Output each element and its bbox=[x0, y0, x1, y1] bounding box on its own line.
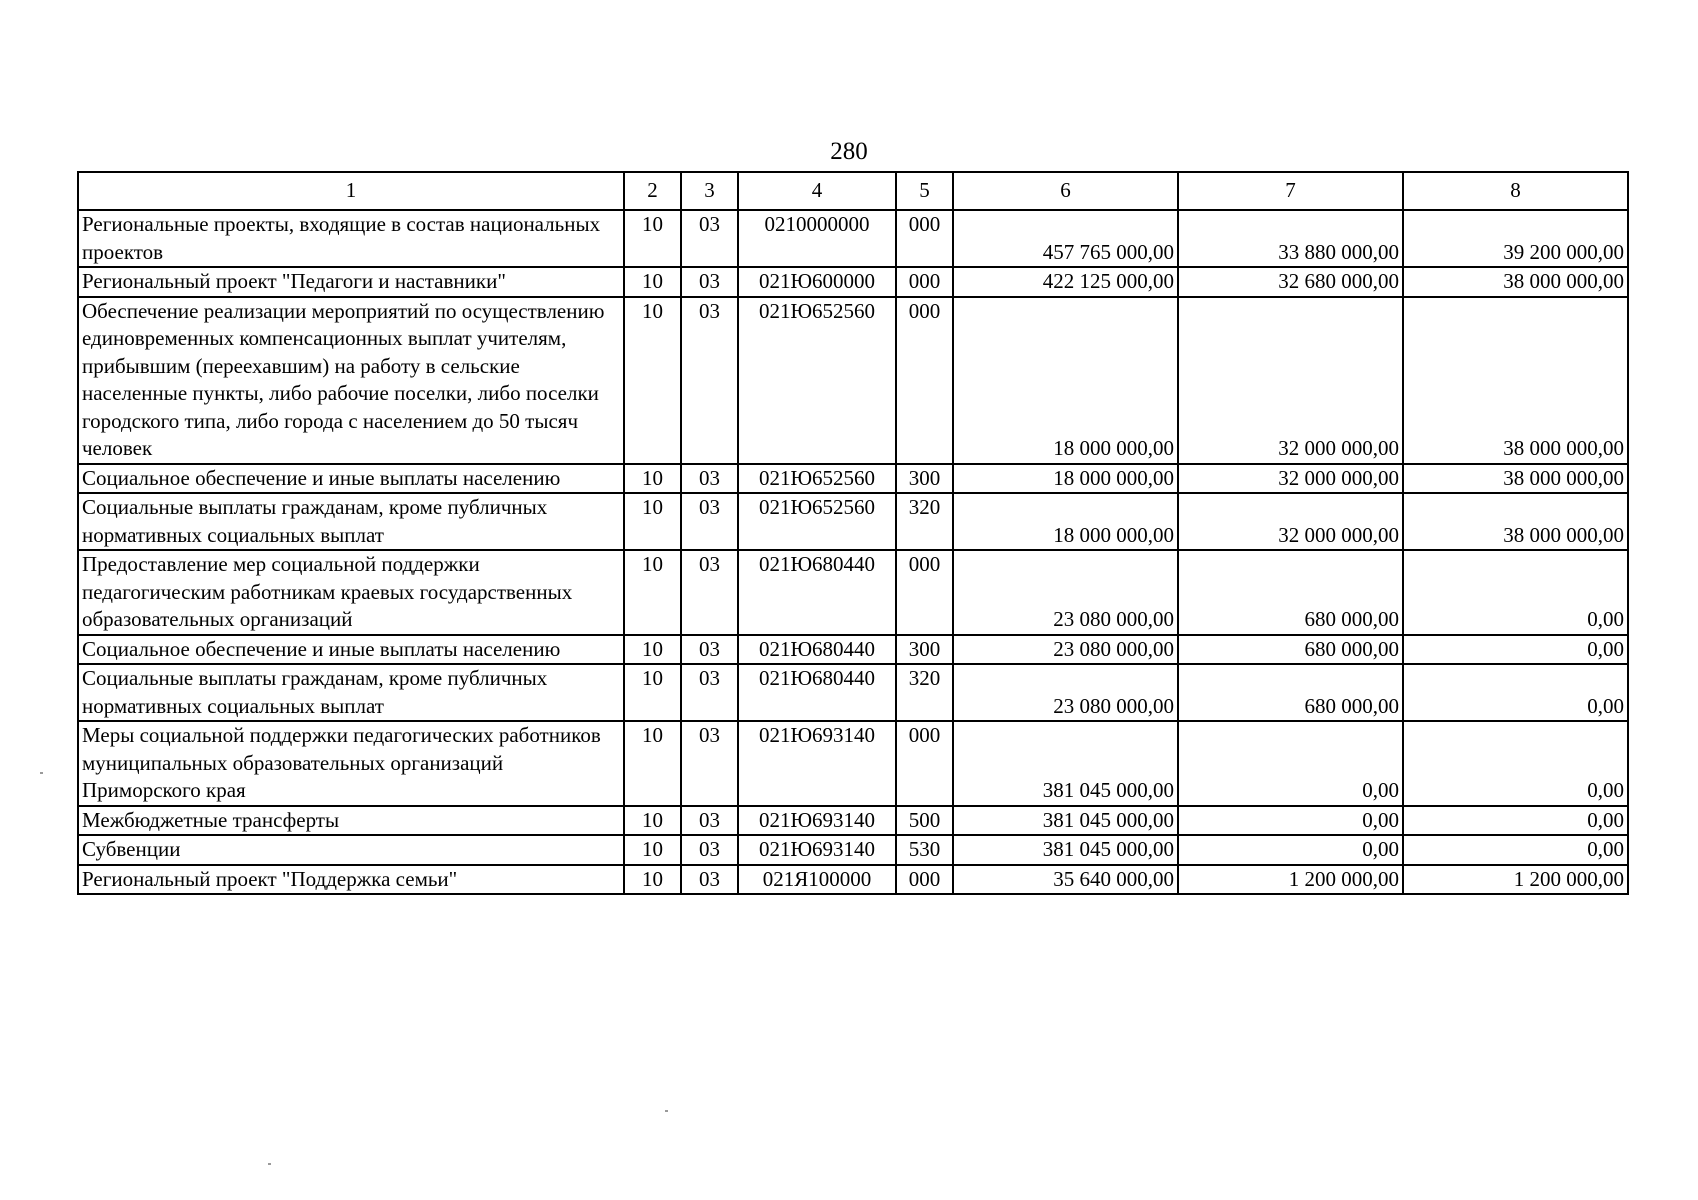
target-article-cell: 021Ю693140 bbox=[738, 835, 896, 865]
amount-cell: 38 000 000,00 bbox=[1403, 297, 1628, 464]
table-row bbox=[78, 550, 1628, 635]
amount-cell: 0,00 bbox=[1178, 835, 1403, 865]
target-article-cell: 021Ю652560 bbox=[738, 297, 896, 464]
subsection-code-cell: 03 bbox=[681, 806, 738, 836]
column-header: 7 bbox=[1178, 172, 1403, 210]
scan-speck bbox=[665, 1110, 668, 1112]
amount-cell: 0,00 bbox=[1178, 806, 1403, 836]
section-code-cell: 10 bbox=[624, 835, 681, 865]
table-row bbox=[78, 635, 1628, 665]
subsection-code-cell: 03 bbox=[681, 865, 738, 895]
amount-cell: 18 000 000,00 bbox=[953, 297, 1178, 464]
expense-type-cell: 530 bbox=[896, 835, 953, 865]
table-row bbox=[78, 806, 1628, 836]
amount-cell: 457 765 000,00 bbox=[953, 210, 1178, 267]
row-name-cell: Предоставление мер социальной поддержки педагогическим работникам краевых государственных образовательных организаций bbox=[78, 550, 624, 635]
section-code-cell: 10 bbox=[624, 267, 681, 297]
page-number: 280 bbox=[830, 138, 868, 165]
amount-cell: 39 200 000,00 bbox=[1403, 210, 1628, 267]
row-name-cell: Региональный проект "Педагоги и наставники" bbox=[78, 267, 624, 297]
amount-cell: 38 000 000,00 bbox=[1403, 267, 1628, 297]
amount-cell: 0,00 bbox=[1178, 721, 1403, 806]
target-article-cell: 021Ю693140 bbox=[738, 806, 896, 836]
amount-cell: 18 000 000,00 bbox=[953, 493, 1178, 550]
amount-cell: 33 880 000,00 bbox=[1178, 210, 1403, 267]
target-article-cell: 021Ю652560 bbox=[738, 464, 896, 494]
section-code-cell: 10 bbox=[624, 806, 681, 836]
section-code-cell: 10 bbox=[624, 664, 681, 721]
section-code-cell: 10 bbox=[624, 210, 681, 267]
table-row bbox=[78, 835, 1628, 865]
column-header: 6 bbox=[953, 172, 1178, 210]
row-name-cell: Региональный проект "Поддержка семьи" bbox=[78, 865, 624, 895]
column-header: 3 bbox=[681, 172, 738, 210]
expense-type-cell: 000 bbox=[896, 865, 953, 895]
amount-cell: 23 080 000,00 bbox=[953, 635, 1178, 665]
amount-cell: 38 000 000,00 bbox=[1403, 493, 1628, 550]
amount-cell: 680 000,00 bbox=[1178, 550, 1403, 635]
target-article-cell: 021Ю652560 bbox=[738, 493, 896, 550]
target-article-cell: 021Я100000 bbox=[738, 865, 896, 895]
table-row bbox=[78, 493, 1628, 550]
amount-cell: 23 080 000,00 bbox=[953, 664, 1178, 721]
row-name-cell: Социальное обеспечение и иные выплаты населению bbox=[78, 464, 624, 494]
amount-cell: 1 200 000,00 bbox=[1178, 865, 1403, 895]
expense-type-cell: 000 bbox=[896, 721, 953, 806]
amount-cell: 32 000 000,00 bbox=[1178, 493, 1403, 550]
table-header-row bbox=[78, 172, 1628, 210]
subsection-code-cell: 03 bbox=[681, 664, 738, 721]
expense-type-cell: 000 bbox=[896, 550, 953, 635]
row-name-cell: Межбюджетные трансферты bbox=[78, 806, 624, 836]
expense-type-cell: 320 bbox=[896, 493, 953, 550]
table-row bbox=[78, 721, 1628, 806]
target-article-cell: 021Ю680440 bbox=[738, 635, 896, 665]
expense-type-cell: 300 bbox=[896, 635, 953, 665]
amount-cell: 32 000 000,00 bbox=[1178, 297, 1403, 464]
amount-cell: 18 000 000,00 bbox=[953, 464, 1178, 494]
amount-cell: 0,00 bbox=[1403, 721, 1628, 806]
row-name-cell: Социальные выплаты гражданам, кроме публичных нормативных социальных выплат bbox=[78, 493, 624, 550]
expense-type-cell: 000 bbox=[896, 297, 953, 464]
column-header: 1 bbox=[78, 172, 624, 210]
amount-cell: 23 080 000,00 bbox=[953, 550, 1178, 635]
table-body bbox=[78, 210, 1628, 894]
target-article-cell: 021Ю693140 bbox=[738, 721, 896, 806]
row-name-cell: Социальное обеспечение и иные выплаты населению bbox=[78, 635, 624, 665]
subsection-code-cell: 03 bbox=[681, 297, 738, 464]
amount-cell: 0,00 bbox=[1403, 835, 1628, 865]
amount-cell: 32 000 000,00 bbox=[1178, 464, 1403, 494]
column-header: 8 bbox=[1403, 172, 1628, 210]
amount-cell: 38 000 000,00 bbox=[1403, 464, 1628, 494]
section-code-cell: 10 bbox=[624, 635, 681, 665]
row-name-cell: Региональные проекты, входящие в состав национальных проектов bbox=[78, 210, 624, 267]
budget-table bbox=[77, 171, 1629, 895]
section-code-cell: 10 bbox=[624, 550, 681, 635]
section-code-cell: 10 bbox=[624, 464, 681, 494]
column-header: 4 bbox=[738, 172, 896, 210]
amount-cell: 35 640 000,00 bbox=[953, 865, 1178, 895]
column-header: 2 bbox=[624, 172, 681, 210]
target-article-cell: 0210000000 bbox=[738, 210, 896, 267]
amount-cell: 0,00 bbox=[1403, 664, 1628, 721]
section-code-cell: 10 bbox=[624, 865, 681, 895]
amount-cell: 680 000,00 bbox=[1178, 635, 1403, 665]
subsection-code-cell: 03 bbox=[681, 835, 738, 865]
amount-cell: 0,00 bbox=[1403, 806, 1628, 836]
amount-cell: 381 045 000,00 bbox=[953, 721, 1178, 806]
expense-type-cell: 000 bbox=[896, 267, 953, 297]
amount-cell: 0,00 bbox=[1403, 550, 1628, 635]
row-name-cell: Субвенции bbox=[78, 835, 624, 865]
amount-cell: 680 000,00 bbox=[1178, 664, 1403, 721]
section-code-cell: 10 bbox=[624, 721, 681, 806]
row-name-cell: Социальные выплаты гражданам, кроме публичных нормативных социальных выплат bbox=[78, 664, 624, 721]
row-name-cell: Меры социальной поддержки педагогических работников муниципальных образовательных организаций Приморского края bbox=[78, 721, 624, 806]
column-header: 5 bbox=[896, 172, 953, 210]
target-article-cell: 021Ю600000 bbox=[738, 267, 896, 297]
expense-type-cell: 320 bbox=[896, 664, 953, 721]
subsection-code-cell: 03 bbox=[681, 210, 738, 267]
table-row bbox=[78, 297, 1628, 464]
subsection-code-cell: 03 bbox=[681, 635, 738, 665]
section-code-cell: 10 bbox=[624, 297, 681, 464]
table-row bbox=[78, 865, 1628, 895]
section-code-cell: 10 bbox=[624, 493, 681, 550]
subsection-code-cell: 03 bbox=[681, 721, 738, 806]
amount-cell: 0,00 bbox=[1403, 635, 1628, 665]
amount-cell: 381 045 000,00 bbox=[953, 806, 1178, 836]
target-article-cell: 021Ю680440 bbox=[738, 550, 896, 635]
amount-cell: 422 125 000,00 bbox=[953, 267, 1178, 297]
subsection-code-cell: 03 bbox=[681, 550, 738, 635]
subsection-code-cell: 03 bbox=[681, 464, 738, 494]
scan-speck bbox=[40, 772, 43, 774]
table-row bbox=[78, 464, 1628, 494]
table-row bbox=[78, 664, 1628, 721]
expense-type-cell: 500 bbox=[896, 806, 953, 836]
row-name-cell: Обеспечение реализации мероприятий по осуществлению единовременных компенсационных выплат учителям, прибывшим (переехавшим) на работу в сельские населенные пункты, либо рабочие поселки, либо поселки городского типа, либо города с населением до 50 тысяч человек bbox=[78, 297, 624, 464]
scan-speck bbox=[268, 1163, 271, 1165]
subsection-code-cell: 03 bbox=[681, 493, 738, 550]
amount-cell: 1 200 000,00 bbox=[1403, 865, 1628, 895]
expense-type-cell: 300 bbox=[896, 464, 953, 494]
target-article-cell: 021Ю680440 bbox=[738, 664, 896, 721]
table-row bbox=[78, 267, 1628, 297]
table-row bbox=[78, 210, 1628, 267]
subsection-code-cell: 03 bbox=[681, 267, 738, 297]
amount-cell: 32 680 000,00 bbox=[1178, 267, 1403, 297]
amount-cell: 381 045 000,00 bbox=[953, 835, 1178, 865]
expense-type-cell: 000 bbox=[896, 210, 953, 267]
